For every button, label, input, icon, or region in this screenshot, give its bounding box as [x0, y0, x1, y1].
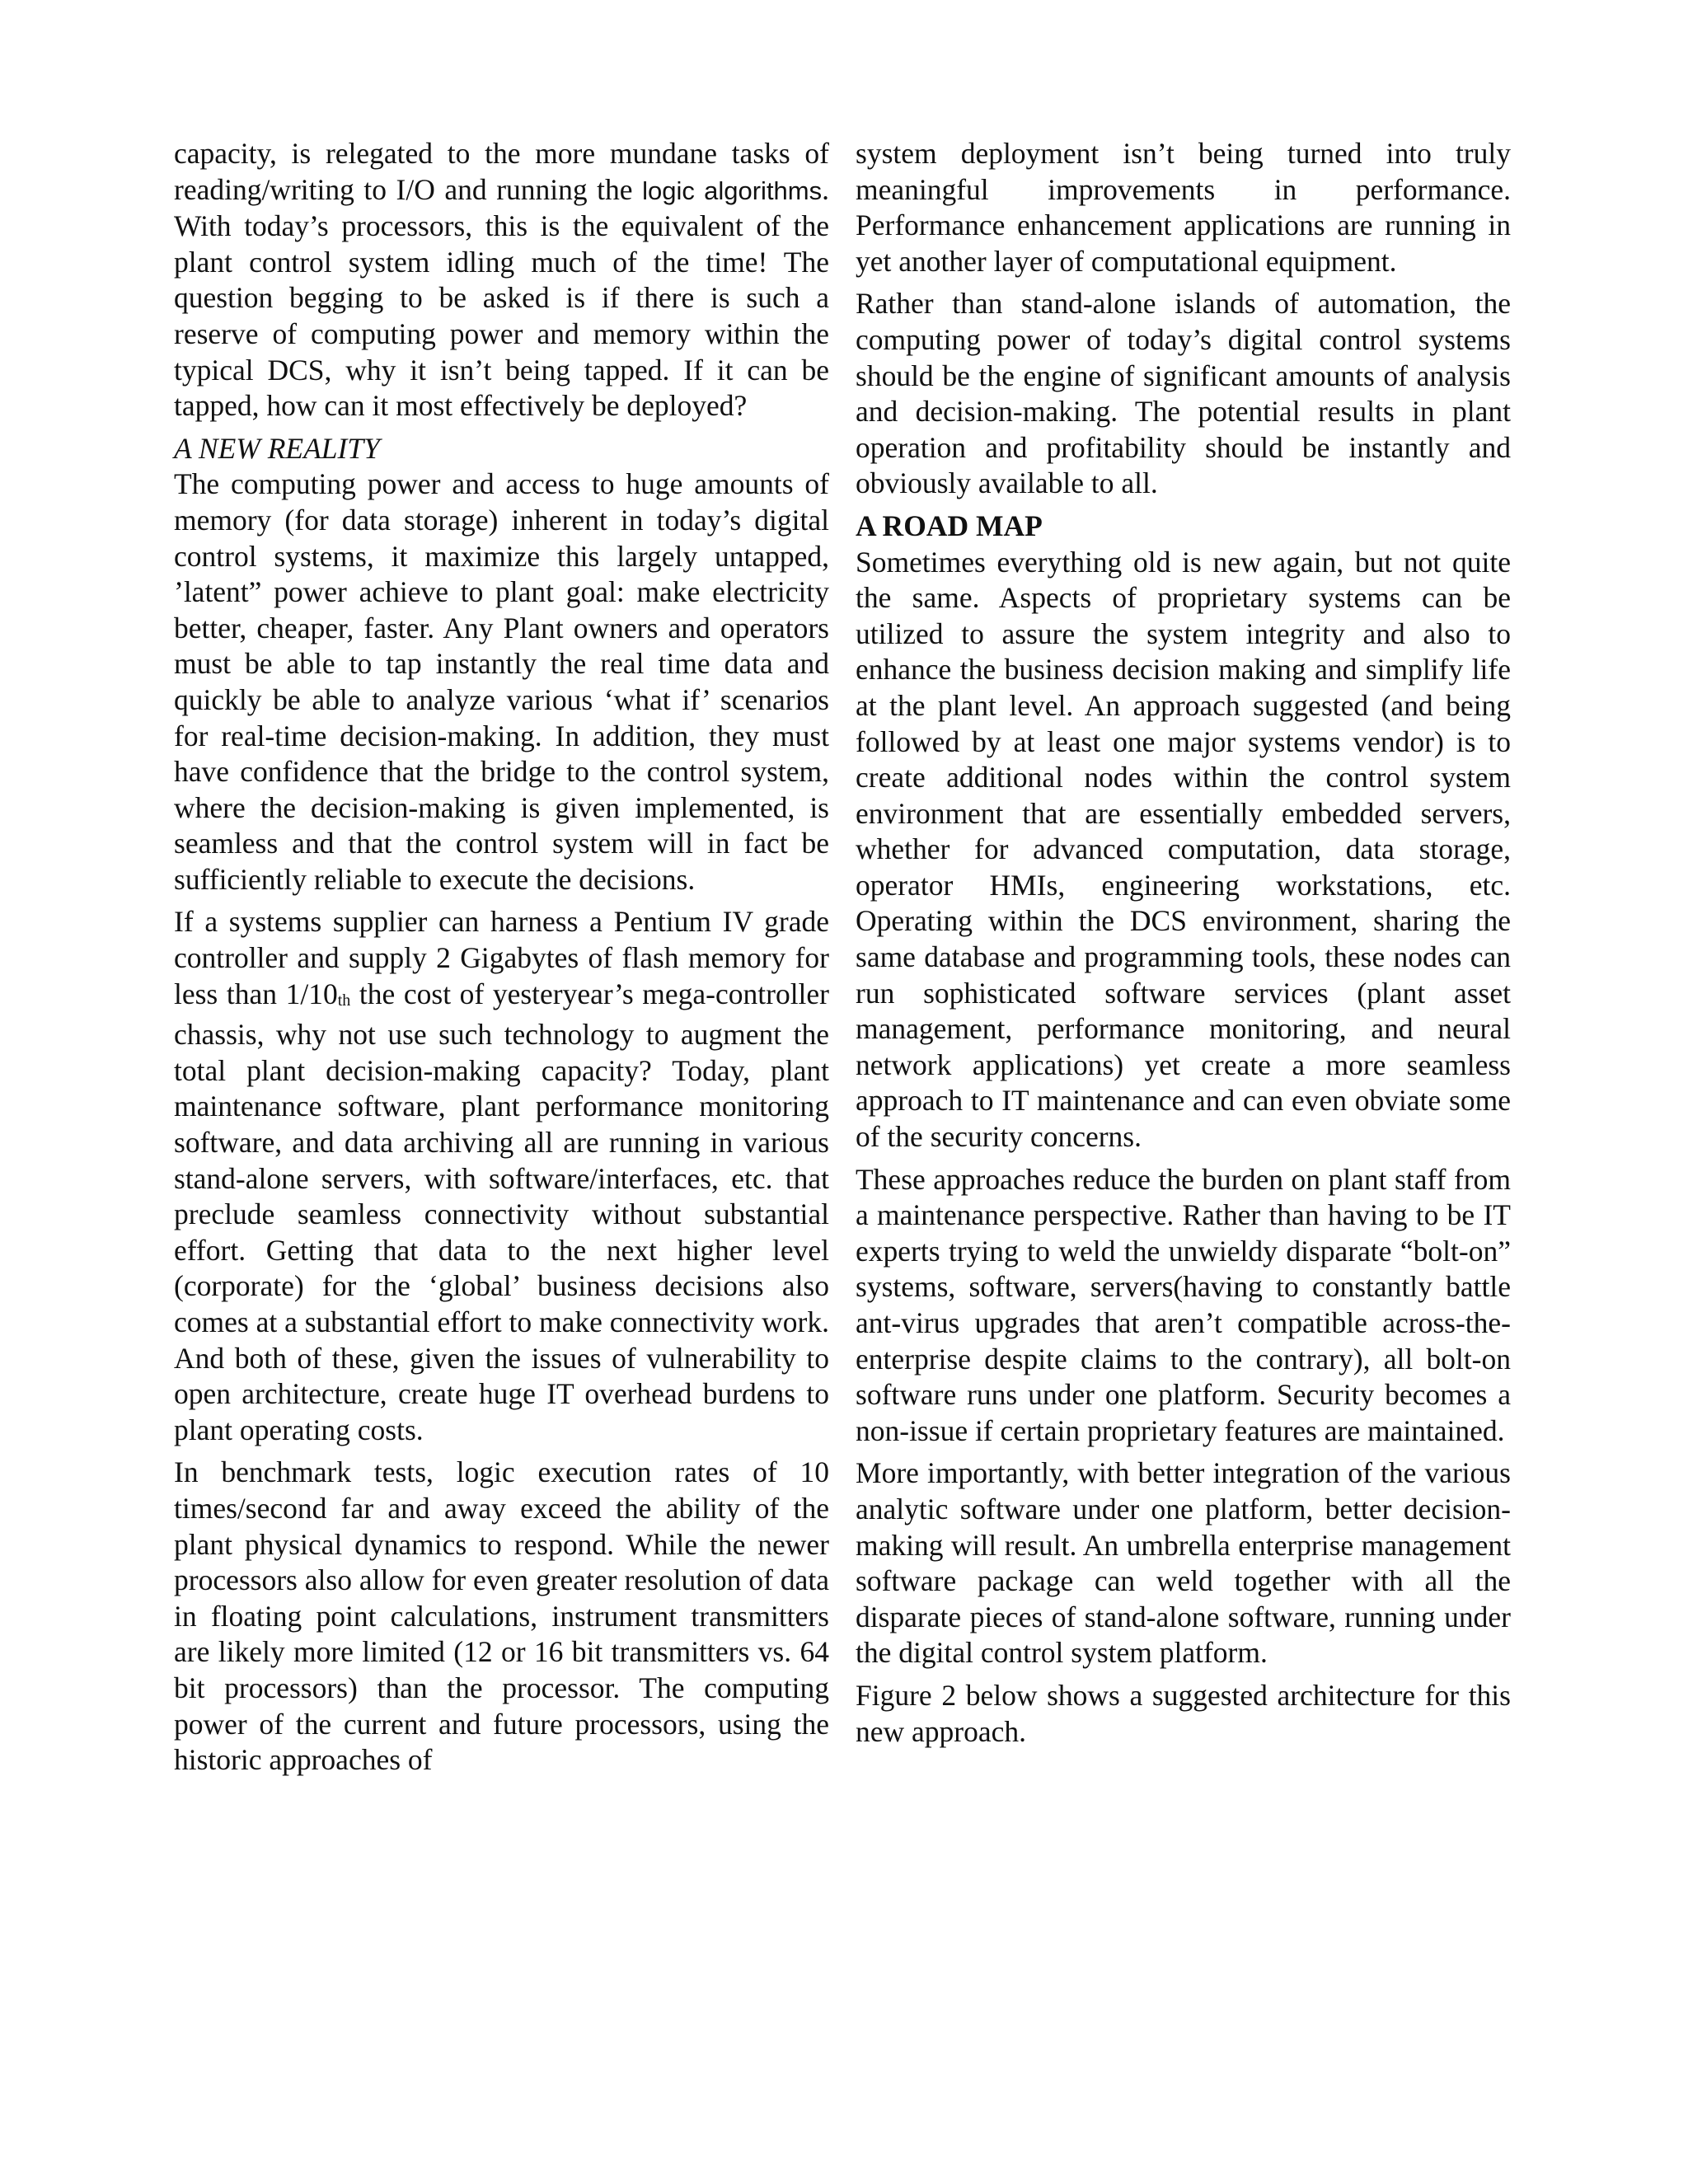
left-paragraph-1-text-c: . With today’s processors, this is the equivalent of the plant control system idling much of the time! The question begging to be asked is if there is such a reserve of computing power and memory within the typical DCS, why it isn’t being tapped. If it can be tapped, how can it most effectively be deployed?: [174, 172, 829, 423]
right-paragraph-3: Sometimes everything old is new again, but not quite the same. Aspects of proprietary systems can be utilized to assure the system integrity and also to enhance the business decision making and simplify life at the plant level. An approach suggested (and being followed by at least one major systems vendor) is to create additional nodes within the control system environment that are essentially embedded servers, whether for advanced computation, data storage, operator HMIs, engineering workstations, etc. Operating within the DCS environment, sharing the same database and programming tools, these nodes can run sophisticated software services (plant asset management, performance monitoring, and neural network applications) yet create a more seamless approach to IT maintenance and can even obviate some of the security concerns.: [856, 545, 1511, 1154]
left-paragraph-4: In benchmark tests, logic execution rates of 10 times/second far and away exceed the ability of the plant physical dynamics to respond. While the newer processors also allow for even greater resolution of data in floating point calculations, instrument transmitters are likely more limited (12 or 16 bit transmitters vs. 64 bit processors) than the processor. The computing power of the current and future processors, using the historic approaches of: [174, 1455, 829, 1777]
section-heading-new-reality: A NEW REALITY: [174, 431, 380, 465]
section-heading-road-map: A ROAD MAP: [856, 509, 1043, 542]
right-paragraph-5: More importantly, with better integration of the various analytic software under one platform, better decision-making will result. An umbrella enterprise management software package can weld together with all the disparate pieces of stand-alone software, running under the digital control system platform.: [856, 1456, 1511, 1670]
left-paragraph-3-text-b: the cost of yesteryear’s mega-controller chassis, why not use such technology to augment the total plant decision-making capacity? Today, plant maintenance software, plant performance monitoring software, and data archiving all are running in various stand-alone servers, with software/interfaces, etc. that preclude seamless connectivity without substantial effort. Getting that data to the next higher level (corporate) for the ‘global’ business decisions also comes at a substantial effort to make connectivity work. And both of these, given the issues of vulnerability to open architecture, create huge IT overhead burdens to plant operating costs.: [174, 977, 830, 1446]
left-paragraph-3-text-a: If a systems supplier can harness a Pentium IV grade controller and supply 2 Gigabytes of flash memory for less than 1/10: [174, 905, 829, 1010]
left-paragraph-1: [174, 136, 829, 424]
right-paragraph-2: Rather than stand-alone islands of automation, the computing power of today’s digital control systems should be the engine of significant amounts of analysis and decision-making. The potential results in plant operation and profitability should be instantly and obviously available to all.: [856, 287, 1511, 500]
left-paragraph-2: The computing power and access to huge amounts of memory (for data storage) inherent in today’s digital control systems, it maximize this largely untapped, ’latent” power achieve to plant goal: make electricity better, cheaper, faster. Any Plant owners and operators must be able to tap instantly the real time data and quickly be able to analyze various ‘what if’ scenarios for real-time decision-making. In addition, they must have confidence that the bridge to the control system, where the decision-making is given implemented, is seamless and that the control system will in fact be sufficiently reliable to execute the decisions.: [174, 467, 829, 896]
right-paragraph-4: These approaches reduce the burden on plant staff from a maintenance perspective. Rather than having to be IT experts trying to weld the unwieldy disparate “bolt-on” systems, software, servers(having to constantly battle ant-virus upgrades that aren’t compatible across-the-enterprise despite claims to the contrary), all bolt-on software runs under one platform. Security becomes a non-issue if certain proprietary features are maintained.: [856, 1162, 1511, 1447]
right-paragraph-1: system deployment isn’t being turned into truly meaningful improvements in performance. Performance enhancement applications are running in yet another layer of computational equipment.: [856, 137, 1511, 278]
left-paragraph-1-text-a: capacity, is relegated to the more mundane tasks of reading/writing to I/O and running the: [174, 137, 829, 206]
left-paragraph-3: [174, 904, 829, 1448]
left-column: [174, 136, 829, 1785]
logic-algorithms-term: logic algorithms: [642, 176, 823, 205]
right-column: [856, 136, 1511, 1756]
right-paragraph-6: Figure 2 below shows a suggested architecture for this new approach.: [856, 1678, 1511, 1748]
ordinal-suffix: th: [337, 991, 351, 1010]
